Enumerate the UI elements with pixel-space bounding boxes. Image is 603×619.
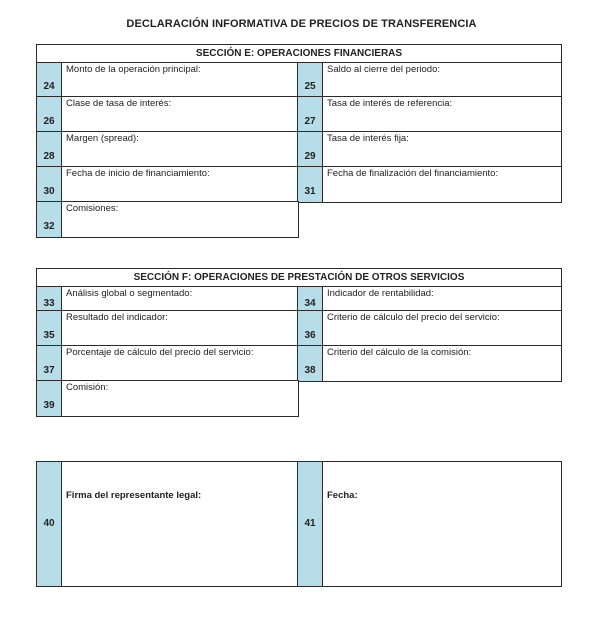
field-number: 29 [298, 132, 323, 167]
field-34[interactable] [297, 286, 562, 312]
field-number: 24 [37, 63, 62, 97]
field-label: Fecha de inicio de financiamiento: [66, 168, 210, 179]
field-number: 35 [37, 311, 62, 346]
field-33[interactable] [36, 286, 299, 312]
field-31[interactable] [297, 166, 562, 203]
field-label: Resultado del indicador: [66, 312, 168, 323]
field-40-signature[interactable] [36, 461, 299, 587]
field-number: 36 [298, 311, 323, 346]
section-f-title: SECCIÓN F: OPERACIONES DE PRESTACIÓN DE OTROS SERVICIOS [36, 268, 562, 287]
field-label: Comisión: [66, 382, 109, 393]
field-number: 27 [298, 97, 323, 132]
field-number: 25 [298, 63, 323, 97]
field-number: 33 [37, 287, 62, 311]
field-number: 39 [37, 381, 62, 416]
field-label: Indicador de rentabilidad: [327, 288, 434, 299]
field-30[interactable] [36, 166, 299, 203]
field-label: Clase de tasa de interés: [66, 98, 172, 109]
field-label: Monto de la operación principal: [66, 64, 201, 75]
field-39[interactable] [36, 380, 299, 417]
field-number: 32 [37, 202, 62, 237]
section-e-title: SECCIÓN E: OPERACIONES FINANCIERAS [36, 44, 562, 63]
field-38[interactable] [297, 345, 562, 382]
field-number: 41 [298, 462, 323, 586]
field-number: 30 [37, 167, 62, 202]
field-25[interactable] [297, 62, 562, 98]
field-label: Saldo al cierre del periodo: [327, 64, 441, 75]
field-label: Fecha: [327, 490, 358, 501]
field-number: 28 [37, 132, 62, 167]
field-label: Criterio de cálculo del precio del servicio: [327, 312, 500, 323]
field-36[interactable] [297, 310, 562, 347]
field-label: Comisiones: [66, 203, 119, 214]
field-number: 26 [37, 97, 62, 132]
field-26[interactable] [36, 96, 299, 133]
field-37[interactable] [36, 345, 299, 382]
field-29[interactable] [297, 131, 562, 168]
field-number: 37 [37, 346, 62, 381]
field-label: Firma del representante legal: [66, 490, 202, 501]
field-label: Porcentaje de cálculo del precio del servicio: [66, 347, 254, 358]
field-number: 40 [37, 462, 62, 586]
field-28[interactable] [36, 131, 299, 168]
field-label: Análisis global o segmentado: [66, 288, 193, 299]
field-35[interactable] [36, 310, 299, 347]
field-label: Tasa de interés fija: [327, 133, 409, 144]
field-32[interactable] [36, 201, 299, 238]
field-number: 31 [298, 167, 323, 202]
field-label: Criterio del cálculo de la comisión: [327, 347, 472, 358]
field-24[interactable] [36, 62, 299, 98]
field-label: Fecha de finalización del financiamiento: [327, 168, 499, 179]
field-41-date[interactable] [297, 461, 562, 587]
field-number: 38 [298, 346, 323, 381]
document-title: DECLARACIÓN INFORMATIVA DE PRECIOS DE TRANSFERENCIA [126, 18, 477, 30]
field-label: Margen (spread): [66, 133, 139, 144]
field-label: Tasa de interés de referencia: [327, 98, 453, 109]
field-27[interactable] [297, 96, 562, 133]
field-number: 34 [298, 287, 323, 311]
